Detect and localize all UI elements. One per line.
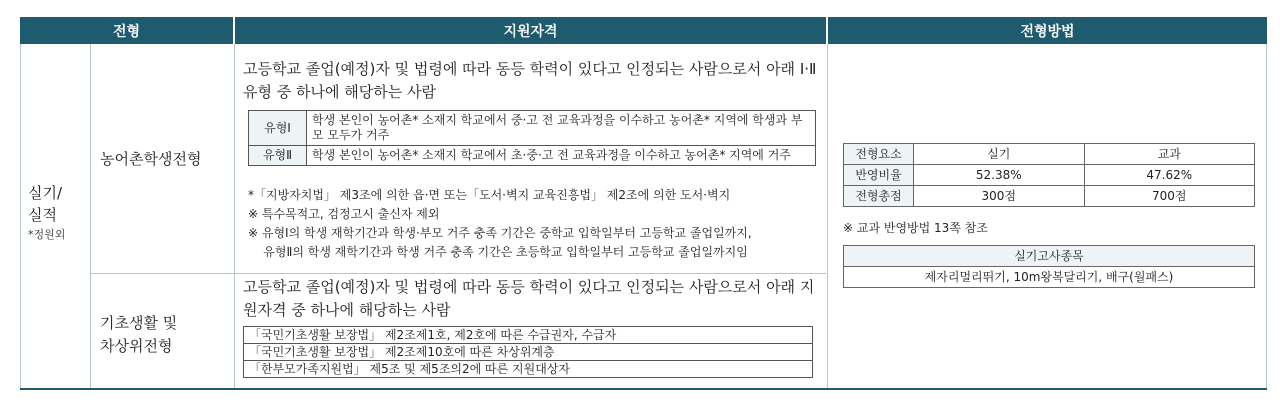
note: ※ 특수목적고, 검정고시 출신자 제외 xyxy=(248,207,440,221)
method-table xyxy=(843,143,1255,207)
rural-type-table xyxy=(248,110,816,166)
basic-type-name: 기초생활 및 차상위전형 xyxy=(100,314,178,355)
table-row xyxy=(244,327,813,344)
row-divider xyxy=(90,273,826,274)
row-key: 전형총점 xyxy=(844,186,914,207)
cell: 300점 xyxy=(914,186,1085,207)
rural-qualification: 고등학교 졸업(예정)자 및 법령에 따라 동등 학력이 있다고 인정되는 사람으로서 아래 Ⅰ·Ⅱ유형 중 하나에 해당하는 사람 xyxy=(243,60,817,101)
basic-items-table xyxy=(243,326,813,378)
exam-items: 제자리멀리뛰기, 10m왕복달리기, 배구(월패스) xyxy=(844,267,1255,288)
cell: 실기 xyxy=(914,144,1085,165)
cell: 52.38% xyxy=(914,165,1085,186)
note: ※ 유형Ⅰ의 학생 재학기간과 학생·부모 거주 충족 기간은 중학교 입학일부터 고등학교 졸업일까지, xyxy=(248,226,752,240)
table-row xyxy=(844,246,1255,267)
note: *「지방자치법」 제3조에 의한 읍·면 또는「도서·벽지 교육진흥법」 제2조에 의한 도서·벽지 xyxy=(248,188,731,202)
table-row xyxy=(844,144,1255,165)
cell: 700점 xyxy=(1084,186,1255,207)
reference-note: ※ 교과 반영방법 13쪽 참조 xyxy=(843,221,988,235)
row-key: 반영비율 xyxy=(844,165,914,186)
divider xyxy=(1266,44,1267,388)
list-item: 「국민기초생활 보장법」 제2조제1호, 제2호에 따른 수급권자, 수급자 xyxy=(244,327,813,344)
cell: 47.62% xyxy=(1084,165,1255,186)
table-row xyxy=(244,344,813,361)
header-type: 전형 xyxy=(20,17,233,44)
header-qualification: 지원자격 xyxy=(235,17,826,44)
category-cell xyxy=(22,182,88,244)
cell: 교과 xyxy=(1084,144,1255,165)
table-row xyxy=(249,146,816,166)
divider xyxy=(20,44,21,388)
note: 유형Ⅱ의 학생 재학기간과 학생 거주 충족 기간은 초등학교 입학일부터 고등학교 졸업일까지임 xyxy=(248,245,748,259)
table-row xyxy=(249,111,816,146)
type-text: 학생 본인이 농어촌* 소재지 학교에서 초·중·고 전 교육과정을 이수하고 농어촌* 지역에 거주 xyxy=(307,146,816,166)
divider xyxy=(234,44,235,388)
exam-table xyxy=(843,245,1255,288)
divider xyxy=(90,44,91,388)
table-row xyxy=(844,267,1255,288)
basic-qualification: 고등학교 졸업(예정)자 및 법령에 따라 동등 학력이 있다고 인정되는 사람으로서 아래 지원자격 중 하나에 해당하는 사람 xyxy=(243,278,815,319)
type-label: 유형Ⅰ xyxy=(249,111,307,146)
row-key: 전형요소 xyxy=(844,144,914,165)
table-row xyxy=(844,165,1255,186)
rural-type-name: 농어촌학생전형 xyxy=(100,150,202,168)
table-row xyxy=(844,186,1255,207)
exam-title: 실기고사종목 xyxy=(844,246,1255,267)
type-label: 유형Ⅱ xyxy=(249,146,307,166)
category-title: 실기/ 실적 xyxy=(28,184,63,224)
list-item: 「국민기초생활 보장법」 제2조제10호에 따른 차상위계층 xyxy=(244,344,813,361)
category-sub: *정원외 xyxy=(28,228,66,241)
list-item: 「한부모가족지원법」 제5조 및 제5조의2에 따른 지원대상자 xyxy=(244,361,813,378)
type-text: 학생 본인이 농어촌* 소재지 학교에서 중·고 전 교육과정을 이수하고 농어촌* 지역에 학생과 부모 모두가 거주 xyxy=(307,111,816,146)
table-row xyxy=(244,361,813,378)
divider xyxy=(827,44,828,388)
rural-notes xyxy=(248,186,823,262)
header-method: 전형방법 xyxy=(828,17,1267,44)
